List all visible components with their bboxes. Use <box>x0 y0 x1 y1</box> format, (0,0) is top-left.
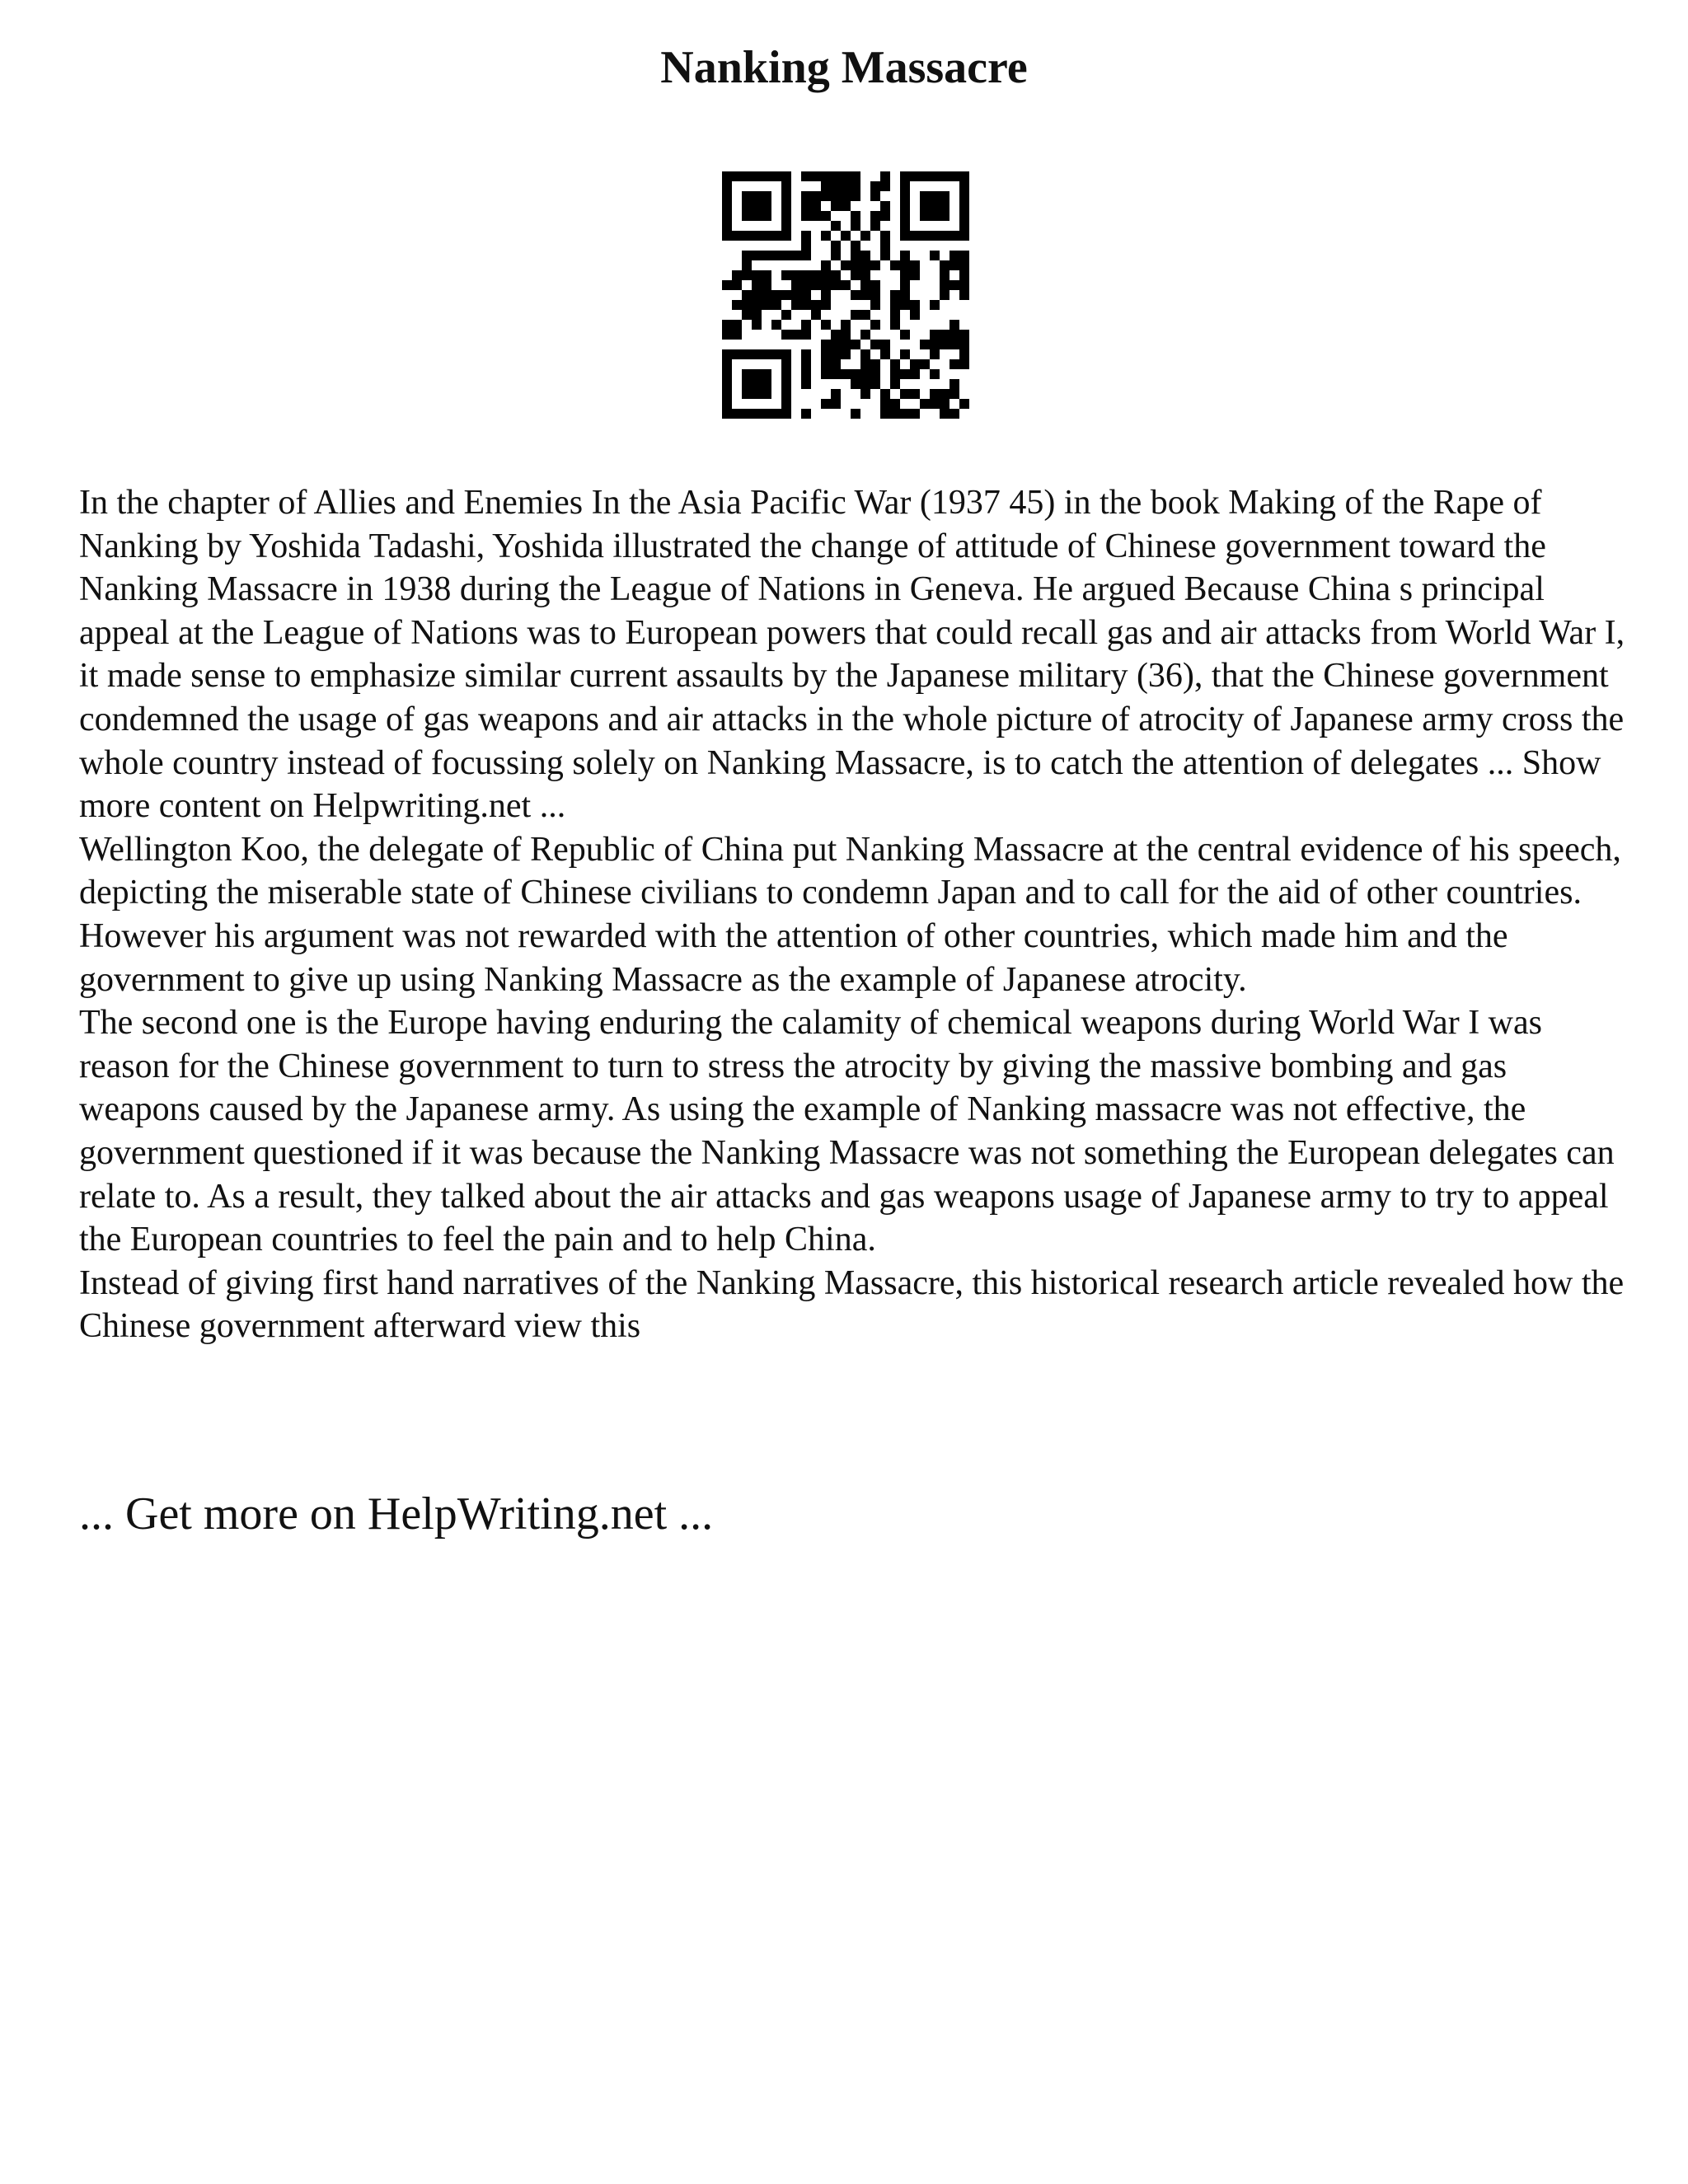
qr-code-icon <box>722 171 969 419</box>
paragraph: The second one is the Europe having enduring the calamity of chemical weapons during World War I was reason for the Chinese government to turn to stress the atrocity by giving the massive bombing and gas weapons caused by the Japanese army. As using the example of Nanking massacre was not effective, the government questioned if it was because the Nanking Massacre was not something the European delegates can relate to. As a result, they talked about the air attacks and gas weapons usage of Japanese army to try to appeal the European countries to feel the pain and to help China. <box>79 1004 1615 1259</box>
paragraph: Instead of giving first hand narratives of the Nanking Massacre, this historical research article revealed how the Chinese government afterward view this <box>79 1263 1625 1346</box>
page-title: Nanking Massacre <box>660 42 1028 93</box>
get-more-link[interactable]: ... Get more on HelpWriting.net ... <box>79 1488 714 1540</box>
paragraph: In the chapter of Allies and Enemies In the Asia Pacific War (1937 45) in the book Making of the Rape of Nanking by Yoshida Tadashi, Yoshida illustrated the change of attitude of Chinese government toward the Nanking Massacre in 1938 during the League of Nations in Geneva. He argued Because China s principal appeal at the League of Nations was to European powers that could recall gas and air attacks from World War I, it made sense to emphasize similar current assaults by the Japanese military (36), that the Chinese government condemned the usage of gas weapons and air attacks in the whole picture of atrocity of Japanese army cross the whole country instead of focussing solely on Nanking Massacre, is to catch the attention of delegates ... Show more content on Helpwriting.net ... <box>79 484 1625 826</box>
article-body <box>79 481 1629 1348</box>
paragraph: Wellington Koo, the delegate of Republic of China put Nanking Massacre at the central evidence of his speech, depicting the miserable state of Chinese civilians to condemn Japan and to call for the aid of other countries. However his argument was not rewarded with the attention of other countries, which made him and the government to give up using Nanking Massacre as the example of Japanese atrocity. <box>79 830 1621 999</box>
